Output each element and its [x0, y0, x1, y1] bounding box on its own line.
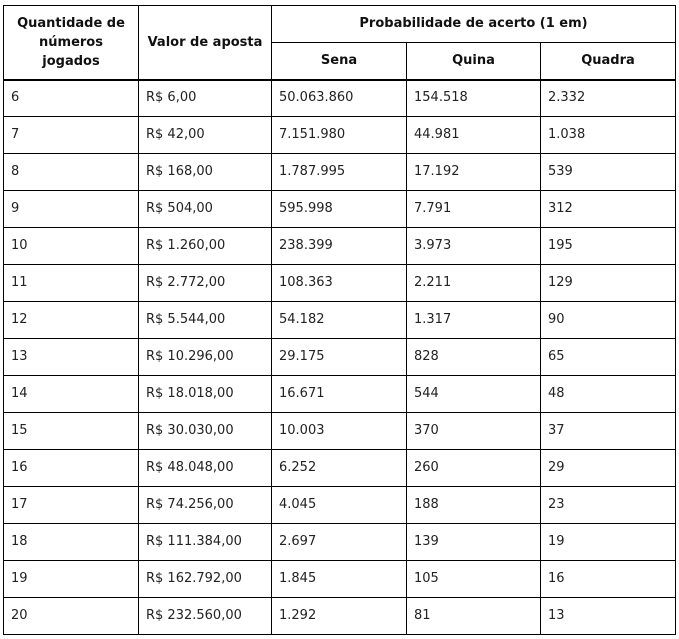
cell-sena-odds: 2.697 [272, 524, 407, 561]
table-row [4, 450, 676, 487]
cell-bet-value: R$ 162.792,00 [139, 561, 272, 598]
cell-numbers-played: 9 [4, 191, 139, 228]
cell-bet-value: R$ 6,00 [139, 80, 272, 117]
cell-quina-odds: 44.981 [407, 117, 541, 154]
cell-sena-odds: 6.252 [272, 450, 407, 487]
table-body [4, 80, 676, 635]
cell-numbers-played: 17 [4, 487, 139, 524]
cell-quina-odds: 105 [407, 561, 541, 598]
cell-quadra-odds: 13 [541, 598, 676, 635]
cell-sena-odds: 54.182 [272, 302, 407, 339]
table-row [4, 80, 676, 117]
table-row [4, 561, 676, 598]
cell-sena-odds: 7.151.980 [272, 117, 407, 154]
table-row [4, 191, 676, 228]
header-quantity: Quantidade de números jogados [4, 6, 139, 80]
table-row [4, 376, 676, 413]
mega-sena-odds-table [3, 5, 676, 635]
header-quadra: Quadra [541, 43, 676, 80]
cell-sena-odds: 1.292 [272, 598, 407, 635]
cell-quadra-odds: 90 [541, 302, 676, 339]
cell-sena-odds: 595.998 [272, 191, 407, 228]
cell-quadra-odds: 1.038 [541, 117, 676, 154]
cell-numbers-played: 20 [4, 598, 139, 635]
cell-bet-value: R$ 1.260,00 [139, 228, 272, 265]
cell-quadra-odds: 37 [541, 413, 676, 450]
cell-bet-value: R$ 42,00 [139, 117, 272, 154]
cell-numbers-played: 18 [4, 524, 139, 561]
table-container [3, 5, 676, 635]
header-probability-group: Probabilidade de acerto (1 em) [272, 6, 676, 43]
cell-quadra-odds: 16 [541, 561, 676, 598]
cell-quina-odds: 2.211 [407, 265, 541, 302]
cell-bet-value: R$ 2.772,00 [139, 265, 272, 302]
cell-quina-odds: 154.518 [407, 80, 541, 117]
header-row-1 [4, 6, 676, 43]
cell-bet-value: R$ 74.256,00 [139, 487, 272, 524]
cell-numbers-played: 7 [4, 117, 139, 154]
table-row [4, 228, 676, 265]
cell-sena-odds: 10.003 [272, 413, 407, 450]
table-row [4, 302, 676, 339]
cell-sena-odds: 29.175 [272, 339, 407, 376]
cell-quadra-odds: 29 [541, 450, 676, 487]
cell-quadra-odds: 539 [541, 154, 676, 191]
cell-bet-value: R$ 48.048,00 [139, 450, 272, 487]
table-row [4, 117, 676, 154]
cell-numbers-played: 14 [4, 376, 139, 413]
cell-bet-value: R$ 168,00 [139, 154, 272, 191]
cell-quadra-odds: 195 [541, 228, 676, 265]
cell-quina-odds: 544 [407, 376, 541, 413]
cell-quina-odds: 828 [407, 339, 541, 376]
cell-quina-odds: 3.973 [407, 228, 541, 265]
cell-bet-value: R$ 111.384,00 [139, 524, 272, 561]
table-row [4, 154, 676, 191]
table-row [4, 524, 676, 561]
cell-quadra-odds: 65 [541, 339, 676, 376]
cell-quadra-odds: 23 [541, 487, 676, 524]
cell-quina-odds: 188 [407, 487, 541, 524]
cell-sena-odds: 238.399 [272, 228, 407, 265]
cell-numbers-played: 15 [4, 413, 139, 450]
table-row [4, 265, 676, 302]
cell-quina-odds: 139 [407, 524, 541, 561]
cell-bet-value: R$ 232.560,00 [139, 598, 272, 635]
table-header [4, 6, 676, 80]
cell-bet-value: R$ 5.544,00 [139, 302, 272, 339]
header-bet-value: Valor de aposta [139, 6, 272, 80]
header-sena: Sena [272, 43, 407, 80]
cell-numbers-played: 13 [4, 339, 139, 376]
table-row [4, 413, 676, 450]
cell-bet-value: R$ 18.018,00 [139, 376, 272, 413]
cell-quina-odds: 260 [407, 450, 541, 487]
cell-quadra-odds: 19 [541, 524, 676, 561]
cell-quadra-odds: 312 [541, 191, 676, 228]
table-row [4, 487, 676, 524]
cell-bet-value: R$ 10.296,00 [139, 339, 272, 376]
cell-sena-odds: 50.063.860 [272, 80, 407, 117]
cell-quadra-odds: 129 [541, 265, 676, 302]
cell-quina-odds: 370 [407, 413, 541, 450]
table-row [4, 339, 676, 376]
cell-sena-odds: 4.045 [272, 487, 407, 524]
cell-sena-odds: 16.671 [272, 376, 407, 413]
cell-numbers-played: 11 [4, 265, 139, 302]
cell-sena-odds: 108.363 [272, 265, 407, 302]
cell-bet-value: R$ 30.030,00 [139, 413, 272, 450]
cell-numbers-played: 6 [4, 80, 139, 117]
cell-numbers-played: 16 [4, 450, 139, 487]
cell-quina-odds: 81 [407, 598, 541, 635]
cell-quadra-odds: 48 [541, 376, 676, 413]
cell-numbers-played: 19 [4, 561, 139, 598]
cell-numbers-played: 12 [4, 302, 139, 339]
cell-quadra-odds: 2.332 [541, 80, 676, 117]
cell-numbers-played: 10 [4, 228, 139, 265]
cell-sena-odds: 1.845 [272, 561, 407, 598]
cell-sena-odds: 1.787.995 [272, 154, 407, 191]
cell-quina-odds: 7.791 [407, 191, 541, 228]
cell-quina-odds: 1.317 [407, 302, 541, 339]
cell-quina-odds: 17.192 [407, 154, 541, 191]
cell-numbers-played: 8 [4, 154, 139, 191]
table-row [4, 598, 676, 635]
cell-bet-value: R$ 504,00 [139, 191, 272, 228]
header-quina: Quina [407, 43, 541, 80]
